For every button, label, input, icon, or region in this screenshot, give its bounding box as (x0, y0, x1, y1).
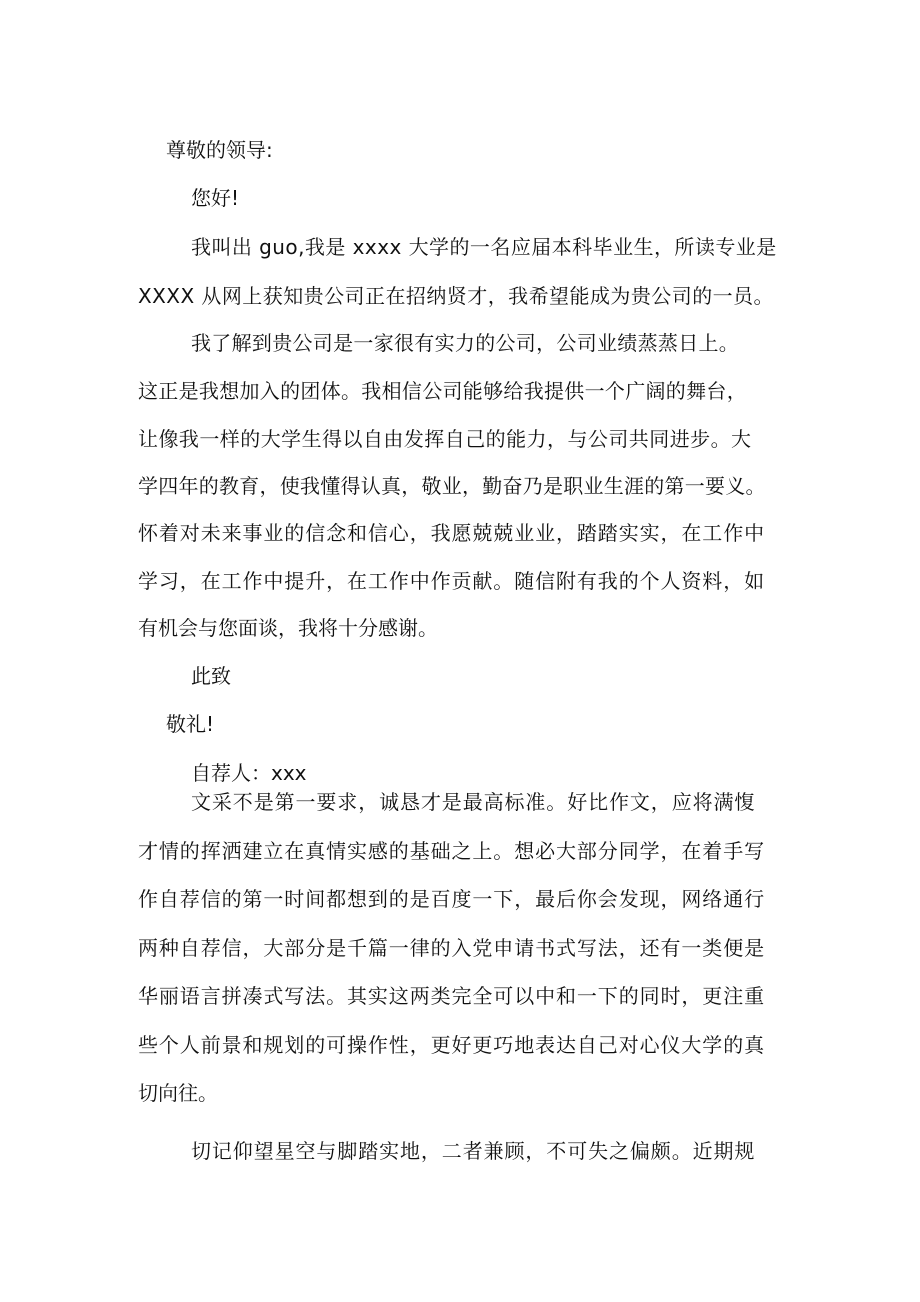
advice-line: 切记仰望星空与脚踏实地，二者兼顾，不可失之偏颇。近期规 (191, 1139, 756, 1163)
advice-line: 文采不是第一要求，诚恳才是最高标准。好比作文，应将满愎 (191, 790, 756, 814)
advice-line: 些个人前景和规划的可操作性，更好更巧地表达自己对心仪大学的真 (138, 1033, 765, 1057)
signature: 自荐人：xxx (191, 761, 307, 785)
salutation: 尊敬的领导: (166, 138, 273, 162)
paragraph-line: 学习，在工作中提升，在工作中作贡献。随信附有我的个人资料，如 (138, 569, 765, 593)
paragraph-line: 我叫出 guo,我是 xxxx 大学的一名应届本科毕业生，所读专业是 (191, 235, 777, 259)
paragraph-line: 有机会与您面谈，我将十分感谢。 (138, 616, 438, 640)
advice-line: 华丽语言拼凑式写法。其实这两类完全可以中和一下的同时，更注重 (138, 984, 765, 1008)
regards: 敬礼! (166, 712, 215, 736)
advice-line: 两种自荐信，大部分是千篇一律的入党申请书式写法，还有一类便是 (138, 936, 765, 960)
advice-line: 切向往。 (138, 1081, 218, 1105)
advice-line: 作自荐信的第一时间都想到的是百度一下，最后你会发现，网络通行 (138, 887, 765, 911)
paragraph-line: 这正是我想加入的团体。我相信公司能够给我提供一个广阔的舞台， (138, 379, 747, 403)
advice-line: 才情的挥洒建立在真情实感的基础之上。想必大部分同学，在着手写 (138, 839, 765, 863)
paragraph-line: 我了解到贵公司是一家很有实力的公司，公司业绩蒸蒸日上。 (191, 331, 740, 355)
paragraph-line: 学四年的教育，使我懂得认真，敬业，勤奋乃是职业生涯的第一要义。 (138, 474, 766, 498)
paragraph-line: 怀着对未来事业的信念和信心，我愿兢兢业业，踏踏实实，在工作中 (138, 521, 765, 545)
closing: 此致 (191, 664, 231, 688)
paragraph-line: 让像我一样的大学生得以自由发挥自己的能力，与公司共同进步。大 (138, 427, 752, 451)
greeting: 您好! (191, 186, 240, 210)
paragraph-line: XXXX 从网上获知贵公司正在招纳贤才，我希望能成为贵公司的一员。 (138, 284, 775, 308)
